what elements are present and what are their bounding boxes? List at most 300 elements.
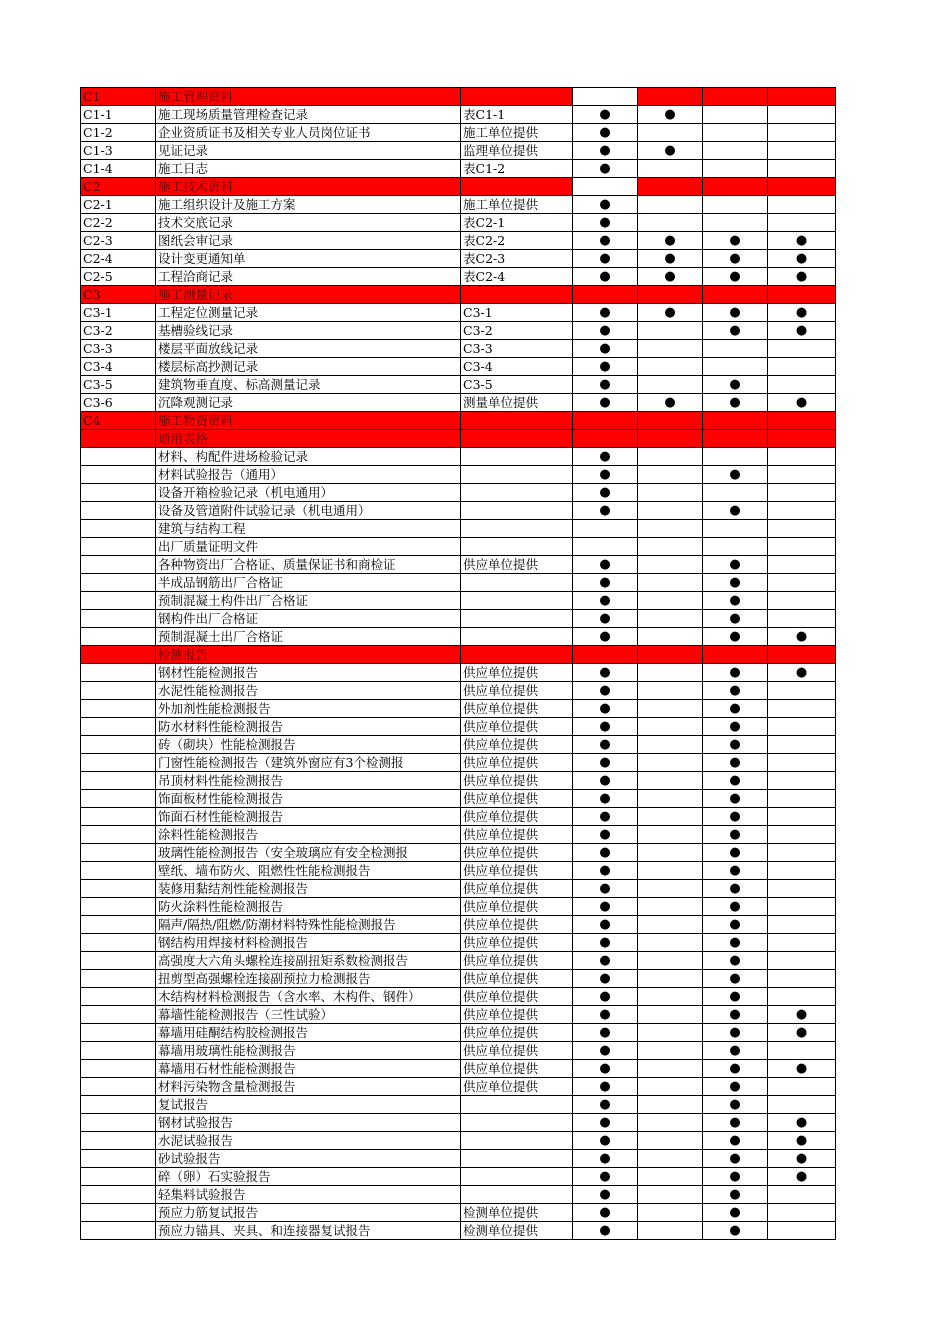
mark-cell-2: [638, 754, 703, 772]
source-cell: 检测单位提供: [461, 1204, 573, 1222]
source-cell: 表C2-1: [461, 214, 573, 232]
mark-cell-2: [638, 934, 703, 952]
mark-cell-3: [703, 1042, 768, 1060]
mark-cell-1: [573, 952, 638, 970]
mark-cell-1: [573, 376, 638, 394]
code-cell: [81, 880, 156, 898]
mark-cell-3: [703, 196, 768, 214]
table-row: [81, 466, 836, 484]
mark-cell-4: [768, 862, 836, 880]
filled-dot-icon: ●: [599, 341, 611, 356]
code-cell: [81, 430, 156, 448]
item-name-cell: 幕墙性能检测报告（三性试验）: [156, 1006, 461, 1024]
mark-cell-2: [638, 520, 703, 538]
mark-cell-2: [638, 556, 703, 574]
source-cell: 供应单位提供: [461, 718, 573, 736]
mark-cell-4: [768, 178, 836, 196]
table-row: [81, 880, 836, 898]
filled-dot-icon: ●: [729, 557, 741, 572]
mark-cell-4: [768, 124, 836, 142]
filled-dot-icon: ●: [599, 305, 611, 320]
item-name-cell: 施工测量记录: [156, 286, 461, 304]
code-cell: [81, 718, 156, 736]
mark-cell-2: [638, 790, 703, 808]
item-name-cell: 水泥试验报告: [156, 1132, 461, 1150]
mark-cell-1: [573, 304, 638, 322]
source-cell: [461, 610, 573, 628]
filled-dot-icon: ●: [795, 1169, 808, 1184]
filled-dot-icon: ●: [729, 899, 741, 914]
mark-cell-3: [703, 736, 768, 754]
mark-cell-4: [768, 592, 836, 610]
mark-cell-3: [703, 556, 768, 574]
filled-dot-icon: ●: [599, 107, 611, 122]
source-cell: [461, 1150, 573, 1168]
item-name-cell: 通用表格: [156, 430, 461, 448]
filled-dot-icon: ●: [729, 1133, 741, 1148]
source-cell: 供应单位提供: [461, 664, 573, 682]
code-cell: [81, 1204, 156, 1222]
filled-dot-icon: ●: [729, 665, 741, 680]
code-cell: [81, 448, 156, 466]
mark-cell-3: [703, 592, 768, 610]
source-cell: 供应单位提供: [461, 700, 573, 718]
source-cell: C3-2: [461, 322, 573, 340]
table-row: [81, 610, 836, 628]
mark-cell-2: [638, 250, 703, 268]
code-cell: C2-5: [81, 268, 156, 286]
mark-cell-1: [573, 1114, 638, 1132]
item-name-cell: 各种物资出厂合格证、质量保证书和商检证: [156, 556, 461, 574]
source-cell: 表C1-1: [461, 106, 573, 124]
mark-cell-2: [638, 1186, 703, 1204]
code-cell: [81, 934, 156, 952]
mark-cell-4: [768, 232, 836, 250]
mark-cell-1: [573, 448, 638, 466]
mark-cell-2: [638, 1078, 703, 1096]
mark-cell-2: [638, 322, 703, 340]
filled-dot-icon: ●: [795, 665, 808, 680]
mark-cell-4: [768, 160, 836, 178]
mark-cell-1: [573, 358, 638, 376]
filled-dot-icon: ●: [729, 1115, 741, 1130]
table-row: [81, 538, 836, 556]
mark-cell-2: [638, 304, 703, 322]
mark-cell-1: [573, 700, 638, 718]
item-name-cell: 检测报告: [156, 646, 461, 664]
filled-dot-icon: ●: [599, 863, 611, 878]
mark-cell-2: [638, 448, 703, 466]
filled-dot-icon: ●: [729, 1097, 741, 1112]
filled-dot-icon: ●: [599, 917, 611, 932]
mark-cell-4: [768, 376, 836, 394]
mark-cell-1: [573, 430, 638, 448]
mark-cell-2: [638, 214, 703, 232]
code-cell: C1: [81, 88, 156, 106]
item-name-cell: 砂试验报告: [156, 1150, 461, 1168]
mark-cell-1: [573, 232, 638, 250]
mark-cell-2: [638, 538, 703, 556]
mark-cell-2: [638, 124, 703, 142]
source-cell: 供应单位提供: [461, 772, 573, 790]
filled-dot-icon: ●: [729, 593, 741, 608]
filled-dot-icon: ●: [729, 773, 741, 788]
code-cell: C1-1: [81, 106, 156, 124]
source-cell: 供应单位提供: [461, 952, 573, 970]
mark-cell-1: [573, 142, 638, 160]
table-row: [81, 592, 836, 610]
item-name-cell: 钢材性能检测报告: [156, 664, 461, 682]
table-row: [81, 322, 836, 340]
table-row: [81, 718, 836, 736]
filled-dot-icon: ●: [729, 791, 741, 806]
mark-cell-4: [768, 484, 836, 502]
mark-cell-1: [573, 1186, 638, 1204]
table-row: [81, 232, 836, 250]
mark-cell-3: [703, 754, 768, 772]
mark-cell-2: [638, 358, 703, 376]
filled-dot-icon: ●: [599, 935, 611, 950]
filled-dot-icon: ●: [729, 395, 741, 410]
item-name-cell: 出厂质量证明文件: [156, 538, 461, 556]
table-row: [81, 808, 836, 826]
code-cell: [81, 808, 156, 826]
table-row: [81, 1150, 836, 1168]
mark-cell-2: [638, 952, 703, 970]
mark-cell-3: [703, 178, 768, 196]
mark-cell-3: [703, 142, 768, 160]
code-cell: [81, 790, 156, 808]
mark-cell-2: [638, 1150, 703, 1168]
mark-cell-3: [703, 412, 768, 430]
mark-cell-2: [638, 232, 703, 250]
mark-cell-4: [768, 574, 836, 592]
mark-cell-2: [638, 736, 703, 754]
source-cell: [461, 574, 573, 592]
item-name-cell: 碎（卵）石实验报告: [156, 1168, 461, 1186]
mark-cell-3: [703, 502, 768, 520]
mark-cell-4: [768, 682, 836, 700]
mark-cell-3: [703, 250, 768, 268]
mark-cell-1: [573, 1096, 638, 1114]
filled-dot-icon: ●: [729, 323, 741, 338]
mark-cell-4: [768, 340, 836, 358]
code-cell: [81, 1024, 156, 1042]
mark-cell-2: [638, 268, 703, 286]
source-cell: 供应单位提供: [461, 862, 573, 880]
source-cell: 供应单位提供: [461, 790, 573, 808]
mark-cell-3: [703, 1132, 768, 1150]
code-cell: [81, 574, 156, 592]
mark-cell-1: [573, 646, 638, 664]
mark-cell-1: [573, 178, 638, 196]
mark-cell-3: [703, 988, 768, 1006]
filled-dot-icon: ●: [599, 269, 611, 284]
mark-cell-1: [573, 934, 638, 952]
filled-dot-icon: ●: [729, 1079, 741, 1094]
filled-dot-icon: ●: [599, 827, 611, 842]
mark-cell-4: [768, 250, 836, 268]
table-row: [81, 1114, 836, 1132]
item-name-cell: 壁纸、墙布防火、阻燃性性能检测报告: [156, 862, 461, 880]
code-cell: C2: [81, 178, 156, 196]
filled-dot-icon: ●: [729, 233, 741, 248]
item-name-cell: 饰面石材性能检测报告: [156, 808, 461, 826]
code-cell: C2-4: [81, 250, 156, 268]
filled-dot-icon: ●: [729, 953, 741, 968]
table-body: [81, 88, 836, 1240]
mark-cell-4: [768, 196, 836, 214]
item-name-cell: 复试报告: [156, 1096, 461, 1114]
code-cell: [81, 754, 156, 772]
code-cell: C2-1: [81, 196, 156, 214]
table-row: [81, 916, 836, 934]
source-cell: 供应单位提供: [461, 916, 573, 934]
mark-cell-3: [703, 1006, 768, 1024]
source-cell: 供应单位提供: [461, 988, 573, 1006]
mark-cell-4: [768, 394, 836, 412]
mark-cell-2: [638, 772, 703, 790]
mark-cell-3: [703, 1168, 768, 1186]
mark-cell-3: [703, 448, 768, 466]
item-name-cell: 建筑物垂直度、标高测量记录: [156, 376, 461, 394]
filled-dot-icon: ●: [599, 251, 611, 266]
item-name-cell: 预制混凝土出厂合格证: [156, 628, 461, 646]
mark-cell-4: [768, 1222, 836, 1240]
mark-cell-4: [768, 304, 836, 322]
filled-dot-icon: ●: [599, 1097, 611, 1112]
code-cell: [81, 952, 156, 970]
archive-checklist-table: [80, 87, 836, 1240]
filled-dot-icon: ●: [729, 1151, 741, 1166]
code-cell: C3-6: [81, 394, 156, 412]
source-cell: [461, 178, 573, 196]
mark-cell-3: [703, 1222, 768, 1240]
mark-cell-3: [703, 664, 768, 682]
mark-cell-4: [768, 538, 836, 556]
mark-cell-1: [573, 916, 638, 934]
filled-dot-icon: ●: [664, 395, 676, 410]
item-name-cell: 饰面板材性能检测报告: [156, 790, 461, 808]
filled-dot-icon: ●: [795, 1115, 808, 1130]
mark-cell-2: [638, 1060, 703, 1078]
source-cell: C3-1: [461, 304, 573, 322]
mark-cell-1: [573, 1078, 638, 1096]
table-row: [81, 1078, 836, 1096]
mark-cell-2: [638, 700, 703, 718]
mark-cell-2: [638, 718, 703, 736]
filled-dot-icon: ●: [795, 1007, 808, 1022]
filled-dot-icon: ●: [599, 1007, 611, 1022]
mark-cell-1: [573, 970, 638, 988]
mark-cell-2: [638, 862, 703, 880]
code-cell: [81, 538, 156, 556]
item-name-cell: 技术交底记录: [156, 214, 461, 232]
mark-cell-3: [703, 880, 768, 898]
filled-dot-icon: ●: [729, 251, 741, 266]
table-row: [81, 520, 836, 538]
mark-cell-2: [638, 646, 703, 664]
item-name-cell: 装修用黏结剂性能检测报告: [156, 880, 461, 898]
filled-dot-icon: ●: [795, 629, 808, 644]
mark-cell-2: [638, 286, 703, 304]
source-cell: 供应单位提供: [461, 736, 573, 754]
table-row: [81, 484, 836, 502]
filled-dot-icon: ●: [729, 1187, 741, 1202]
mark-cell-4: [768, 214, 836, 232]
mark-cell-2: [638, 1222, 703, 1240]
mark-cell-3: [703, 124, 768, 142]
filled-dot-icon: ●: [599, 1133, 611, 1148]
mark-cell-1: [573, 610, 638, 628]
source-cell: [461, 538, 573, 556]
mark-cell-1: [573, 592, 638, 610]
mark-cell-2: [638, 1132, 703, 1150]
filled-dot-icon: ●: [599, 773, 611, 788]
item-name-cell: 木结构材料检测报告（含水率、木构件、钢件）: [156, 988, 461, 1006]
mark-cell-2: [638, 106, 703, 124]
mark-cell-3: [703, 844, 768, 862]
mark-cell-2: [638, 592, 703, 610]
filled-dot-icon: ●: [599, 125, 611, 140]
mark-cell-3: [703, 484, 768, 502]
mark-cell-1: [573, 628, 638, 646]
code-cell: [81, 772, 156, 790]
mark-cell-4: [768, 1168, 836, 1186]
source-cell: 供应单位提供: [461, 1024, 573, 1042]
source-cell: [461, 1186, 573, 1204]
code-cell: [81, 1222, 156, 1240]
mark-cell-4: [768, 880, 836, 898]
mark-cell-3: [703, 1060, 768, 1078]
code-cell: [81, 682, 156, 700]
mark-cell-4: [768, 610, 836, 628]
table-row: [81, 376, 836, 394]
filled-dot-icon: ●: [729, 1043, 741, 1058]
code-cell: C1-4: [81, 160, 156, 178]
source-cell: 供应单位提供: [461, 556, 573, 574]
source-cell: 供应单位提供: [461, 1060, 573, 1078]
table-row: [81, 1006, 836, 1024]
mark-cell-1: [573, 790, 638, 808]
filled-dot-icon: ●: [599, 809, 611, 824]
mark-cell-3: [703, 1024, 768, 1042]
filled-dot-icon: ●: [599, 323, 611, 338]
mark-cell-1: [573, 772, 638, 790]
item-name-cell: 施工管理资料: [156, 88, 461, 106]
filled-dot-icon: ●: [729, 305, 741, 320]
filled-dot-icon: ●: [664, 269, 676, 284]
mark-cell-1: [573, 898, 638, 916]
table-row: [81, 340, 836, 358]
item-name-cell: 材料试验报告（通用）: [156, 466, 461, 484]
filled-dot-icon: ●: [599, 1115, 611, 1130]
code-cell: [81, 556, 156, 574]
mark-cell-3: [703, 862, 768, 880]
mark-cell-4: [768, 1060, 836, 1078]
code-cell: [81, 898, 156, 916]
mark-cell-2: [638, 412, 703, 430]
filled-dot-icon: ●: [729, 269, 741, 284]
code-cell: [81, 466, 156, 484]
filled-dot-icon: ●: [729, 1205, 741, 1220]
mark-cell-4: [768, 1096, 836, 1114]
mark-cell-1: [573, 556, 638, 574]
mark-cell-4: [768, 430, 836, 448]
source-cell: C3-3: [461, 340, 573, 358]
item-name-cell: 施工现场质量管理检查记录: [156, 106, 461, 124]
mark-cell-2: [638, 1168, 703, 1186]
mark-cell-4: [768, 268, 836, 286]
source-cell: 供应单位提供: [461, 970, 573, 988]
mark-cell-4: [768, 1114, 836, 1132]
section-header-row: [81, 646, 836, 664]
mark-cell-3: [703, 610, 768, 628]
filled-dot-icon: ●: [599, 665, 611, 680]
filled-dot-icon: ●: [599, 557, 611, 572]
mark-cell-2: [638, 1204, 703, 1222]
mark-cell-4: [768, 1150, 836, 1168]
mark-cell-3: [703, 646, 768, 664]
mark-cell-4: [768, 988, 836, 1006]
mark-cell-4: [768, 916, 836, 934]
mark-cell-2: [638, 1114, 703, 1132]
table-row: [81, 304, 836, 322]
source-cell: C3-4: [461, 358, 573, 376]
code-cell: [81, 1186, 156, 1204]
mark-cell-3: [703, 808, 768, 826]
filled-dot-icon: ●: [664, 107, 676, 122]
item-name-cell: 工程定位测量记录: [156, 304, 461, 322]
filled-dot-icon: ●: [599, 467, 611, 482]
filled-dot-icon: ●: [795, 1025, 808, 1040]
code-cell: C4: [81, 412, 156, 430]
section-header-row: [81, 286, 836, 304]
filled-dot-icon: ●: [729, 629, 741, 644]
source-cell: [461, 1168, 573, 1186]
source-cell: 监理单位提供: [461, 142, 573, 160]
table-row: [81, 556, 836, 574]
filled-dot-icon: ●: [599, 683, 611, 698]
source-cell: C3-5: [461, 376, 573, 394]
table-row: [81, 1222, 836, 1240]
item-name-cell: 设备及管道附件试验记录（机电通用）: [156, 502, 461, 520]
mark-cell-2: [638, 466, 703, 484]
item-name-cell: 钢结构用焊接材料检测报告: [156, 934, 461, 952]
filled-dot-icon: ●: [599, 719, 611, 734]
filled-dot-icon: ●: [599, 1025, 611, 1040]
item-name-cell: 材料、构配件进场检验记录: [156, 448, 461, 466]
filled-dot-icon: ●: [729, 575, 741, 590]
mark-cell-1: [573, 466, 638, 484]
filled-dot-icon: ●: [729, 1061, 741, 1076]
mark-cell-1: [573, 250, 638, 268]
filled-dot-icon: ●: [599, 899, 611, 914]
filled-dot-icon: ●: [664, 251, 676, 266]
filled-dot-icon: ●: [599, 485, 611, 500]
item-name-cell: 高强度大六角头螺栓连接副扭矩系数检测报告: [156, 952, 461, 970]
code-cell: [81, 484, 156, 502]
mark-cell-1: [573, 268, 638, 286]
mark-cell-1: [573, 754, 638, 772]
item-name-cell: 玻璃性能检测报告（安全玻璃应有安全检测报: [156, 844, 461, 862]
filled-dot-icon: ●: [599, 737, 611, 752]
mark-cell-4: [768, 502, 836, 520]
item-name-cell: 施工日志: [156, 160, 461, 178]
mark-cell-4: [768, 826, 836, 844]
mark-cell-3: [703, 1078, 768, 1096]
filled-dot-icon: ●: [599, 1187, 611, 1202]
